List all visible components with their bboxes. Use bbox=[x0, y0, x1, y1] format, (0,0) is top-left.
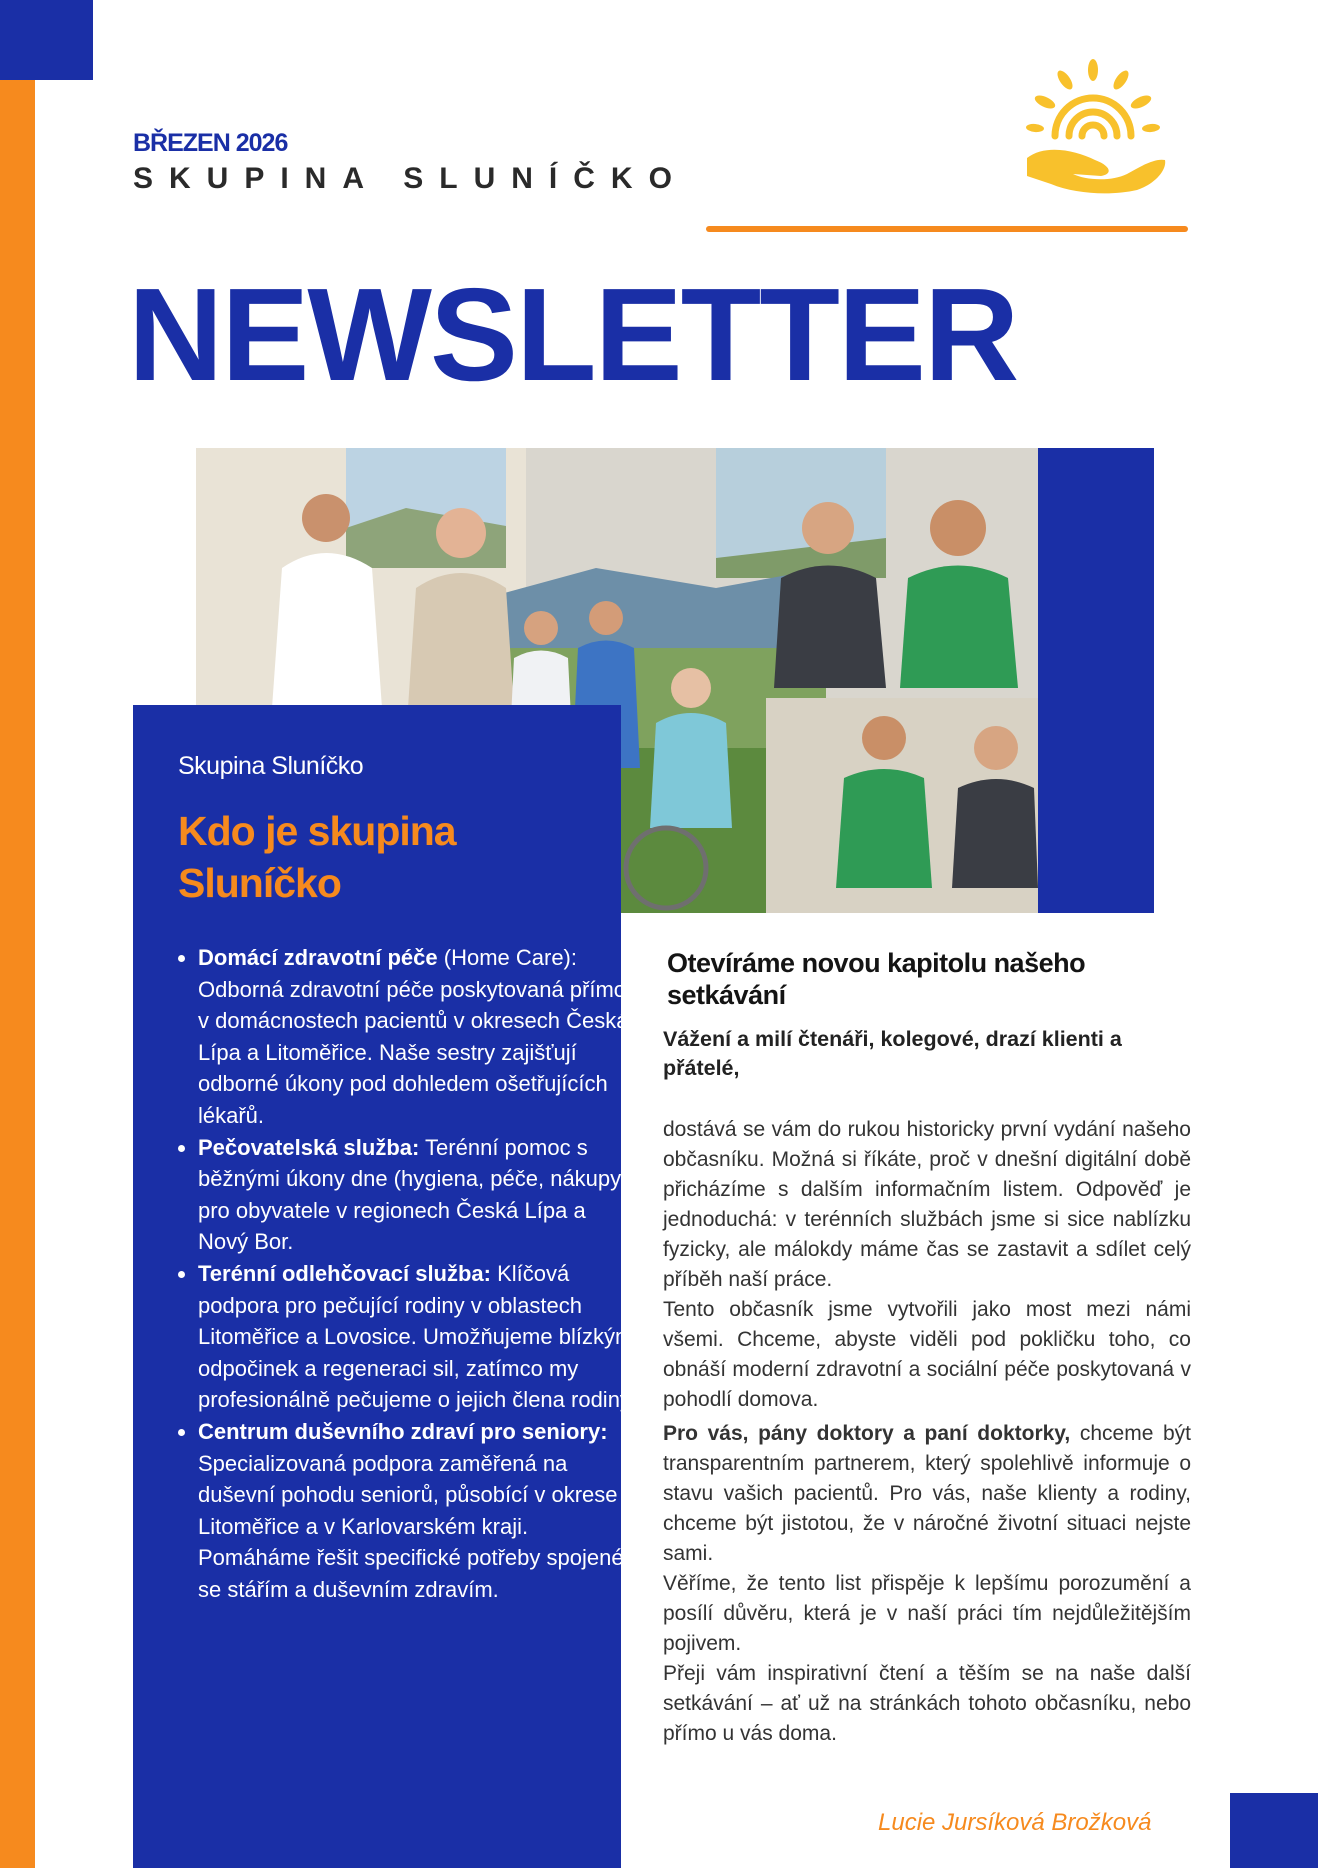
service-name: Pečovatelská služba: bbox=[198, 1134, 420, 1160]
service-name: Terénní odlehčovací služba: bbox=[198, 1260, 491, 1286]
article-bold-lead: Pro vás, pány doktory a paní doktorky, bbox=[663, 1422, 1071, 1445]
article-title: Otevíráme novou kapitolu našeho setkávání bbox=[667, 948, 1086, 1010]
about-subtitle: Skupina Sluníčko bbox=[178, 752, 364, 780]
newsletter-headline: NEWSLETTER bbox=[128, 261, 1018, 408]
article-greeting: Vážení a milí čtenáři, kolegové, drazí klienti a přátelé, bbox=[663, 1027, 1122, 1080]
service-description: Specializovaná podpora zaměřená na duševní pohodu seniorů, působící v okrese Litoměřice a v Karlovarském kraji. Pomáháme řešit specifické potřeby spojené se stářím a duševním zdravím. bbox=[198, 1450, 624, 1602]
sun-hand-logo-icon bbox=[1015, 58, 1170, 196]
article-paragraph: Přeji vám inspirativní čtení a těším se na naše další setkávání – ať už na stránkách tohoto občasníku, nebo přímo u vás doma. bbox=[663, 1662, 1191, 1745]
list-item bbox=[198, 1416, 638, 1606]
services-list bbox=[174, 942, 638, 1605]
photo-side-strip bbox=[1038, 448, 1154, 913]
group-name: SKUPINA SLUNÍČKO bbox=[133, 162, 688, 195]
service-description: (Home Care): Odborná zdravotní péče poskytovaná přímo v domácnostech pacientů v okresech Česká Lípa a Litoměřice. Naše sestry zajišťují odborné úkony pod dohledem ošetřujících lékařů. bbox=[198, 945, 629, 1128]
about-title: Kdo je skupina Sluníčko bbox=[178, 808, 456, 906]
author-signature: Lucie Jursíková Brožková bbox=[878, 1809, 1152, 1836]
service-name: Centrum duševního zdraví pro seniory: bbox=[198, 1418, 608, 1444]
article-paragraph: Věříme, že tento list přispěje k lepšímu porozumění a posílí důvěru, která je v naší práci tím nejdůležitějším pojivem. bbox=[663, 1572, 1191, 1655]
article-paragraph: dostává se vám do rukou historicky první vydání našeho občasníku. Možná si říkáte, proč v dnešní digitální době přicházíme s dalším informačním listem. Odpověď je jednoduchá: v terénních službách jsme si sice nablízku fyzicky, ale málokdy máme čas se zastavit a sdílet celý příběh naší práce. bbox=[663, 1118, 1191, 1291]
list-item bbox=[198, 1132, 638, 1258]
article-body bbox=[663, 1115, 1191, 1749]
article-paragraph-text: chceme být transparentním partnerem, který spolehlivě informuje o stavu vašich pacientů. Pro vás, naše klienty a rodiny, chceme být jistotou, že v náročné životní situaci nejste sami. bbox=[663, 1422, 1191, 1565]
article-paragraph bbox=[663, 1419, 1191, 1569]
article-paragraph: Tento občasník jsme vytvořili jako most mezi námi všemi. Chceme, abyste viděli pod pokličku toho, co obnáší moderní zdravotní a sociální péče poskytovaná v pohodlí domova. bbox=[663, 1298, 1191, 1411]
service-name: Domácí zdravotní péče bbox=[198, 945, 438, 970]
list-item bbox=[198, 1258, 638, 1416]
corner-decoration-bottom bbox=[1230, 1793, 1318, 1868]
side-accent-bar bbox=[0, 80, 35, 1868]
issue-date: BŘEZEN 2026 bbox=[133, 129, 288, 157]
corner-decoration-top bbox=[0, 0, 93, 80]
header-divider bbox=[706, 226, 1188, 232]
service-description: Terénní pomoc s běžnými úkony dne (hygiena, péče, nákupy) pro obyvatele v regionech Česká Lípa a Nový Bor. bbox=[198, 1134, 629, 1255]
service-description: Klíčová podpora pro pečující rodiny v oblastech Litoměřice a Lovosice. Umožňujeme blízkým odpočinek a regeneraci sil, zatímco my profesionálně pečujeme o jejich člena rodiny. bbox=[198, 1260, 636, 1413]
list-item bbox=[198, 942, 638, 1132]
